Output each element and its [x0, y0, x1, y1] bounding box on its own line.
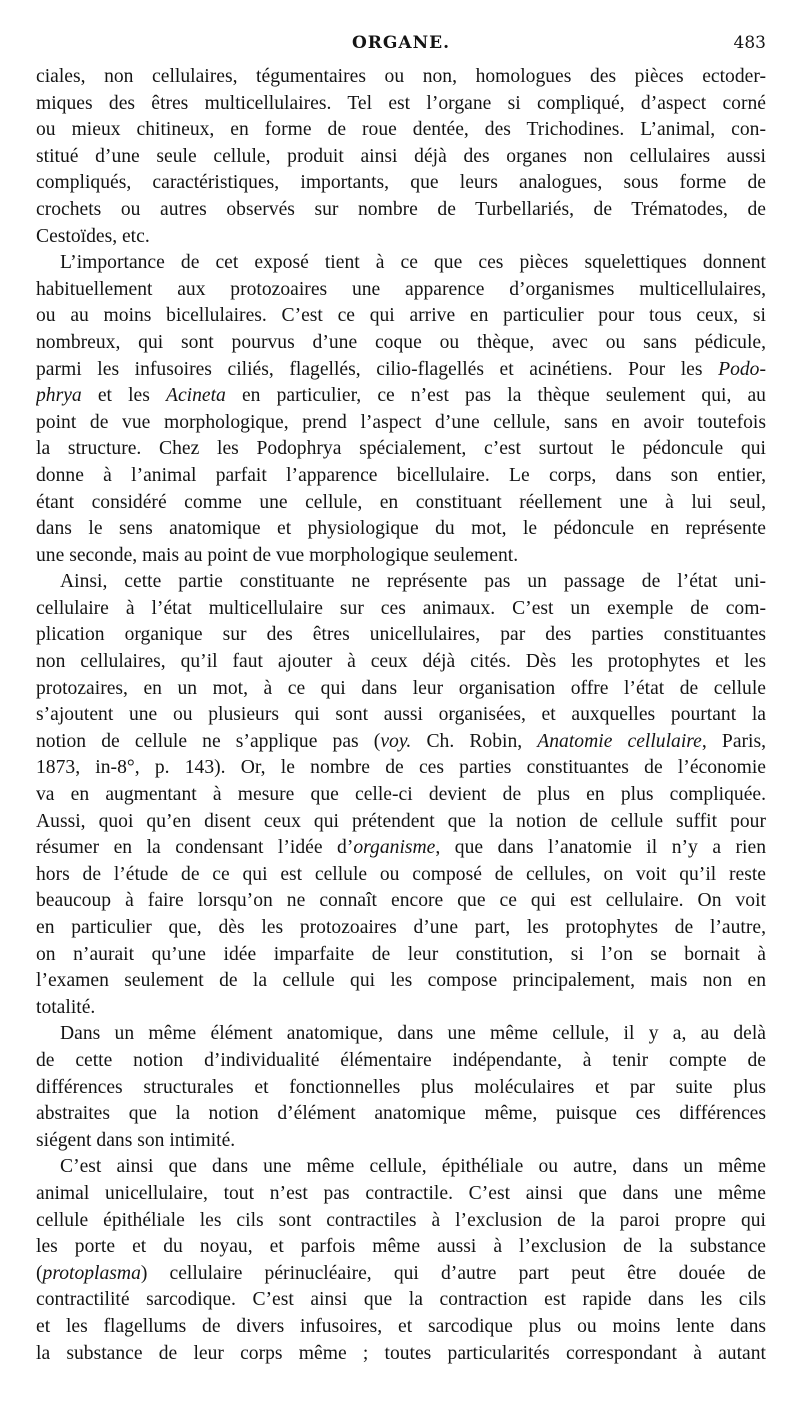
text-line: une seconde, mais au point de vue morphologique seulement.	[36, 544, 519, 566]
text-line: compliqués, caractéristiques, importants, que leurs analogues, sous forme de	[36, 172, 766, 194]
paragraph-1	[36, 64, 766, 250]
paragraph-5	[36, 1154, 766, 1367]
text-line: va en augmentant à mesure que celle-ci devient de plus en plus compliquée.	[36, 784, 766, 806]
italic-term: voy.	[380, 730, 412, 752]
text-line	[36, 729, 766, 756]
text-line: la structure. Chez les Podophrya spécialement, c’est surtout le pédoncule qui	[36, 438, 766, 460]
text-line: totalité.	[36, 996, 96, 1018]
text-line: contractilité sarcodique. C’est ainsi que la contraction est rapide dans les cils	[36, 1289, 766, 1311]
text-line: point de vue morphologique, prend l’aspect d’une cellule, sans en avoir toutefois	[36, 411, 766, 433]
text-segment: et les	[97, 385, 150, 407]
text-segment: ) cellulaire périnucléaire, qui d’autre part peut être douée de	[140, 1262, 766, 1284]
italic-term: phrya	[36, 385, 82, 407]
text-line: (protoplasma) cellulaire périnucléaire, qui d’autre part peut être douée de	[36, 1262, 766, 1284]
text-line: ou mieux chitineux, en forme de roue dentée, des Trichodines. L’animal, con-	[36, 119, 766, 141]
text-line: ciales, non cellulaires, tégumentaires ou non, homologues des pièces ectoder-	[36, 66, 766, 87]
text-line: 1873, in-8°, p. 143). Or, le nombre de ces parties constituantes de l’économie	[36, 757, 766, 779]
text-line: s’ajoutent une ou plusieurs qui sont aussi organisées, et auxquelles pourtant la	[36, 704, 766, 726]
text-line: on n’aurait qu’une idée imparfaite de leur constitution, si l’on se bornait à	[36, 943, 766, 965]
text-line: L’importance de cet exposé tient à ce que ces pièces squelettiques donnent	[60, 252, 766, 274]
text-line: Ainsi, cette partie constituante ne représente pas un passage de l’état uni-	[60, 571, 766, 593]
italic-term: protoplasma	[42, 1262, 141, 1284]
text-line: dans le sens anatomique et physiologique du mot, le pédoncule en représente	[36, 518, 766, 540]
running-title: ORGANE.	[351, 33, 451, 53]
text-line: et les flagellums de divers infusoires, et sarcodique plus ou moins lente dans	[36, 1315, 766, 1337]
text-line: beaucoup à faire lorsqu’on ne connaît encore que ce qui est cellulaire. On voit	[36, 890, 766, 912]
text-line: donne à l’animal parfait l’apparence bicellulaire. Le corps, dans son entier,	[36, 464, 766, 486]
text-line: non cellulaires, qu’il faut ajouter à ceux déjà cités. Dès les protophytes et les	[36, 651, 766, 673]
italic-title: Anatomie cellulaire	[537, 730, 702, 752]
text-line: différences structurales et fonctionnelles plus moléculaires et par suite plus	[36, 1076, 766, 1098]
text-line: cellule épithéliale les cils sont contractiles à l’exclusion de la paroi propre qui	[36, 1209, 766, 1231]
text-line: les porte et du noyau, et parfois même aussi à l’exclusion de la substance	[36, 1236, 766, 1258]
text-line: en particulier que, dès les protozoaires d’une part, les protophytes de l’autre,	[36, 917, 766, 938]
text-line: plication organique sur des êtres unicellulaires, par des parties constituantes	[36, 624, 766, 646]
text-line: animal unicellulaire, tout n’est pas contractile. C’est ainsi que dans une même	[36, 1182, 766, 1204]
text-line: siégent dans son intimité.	[36, 1129, 236, 1151]
text-line: habituellement aux protozoaires une apparence d’organismes multicellulaires,	[36, 278, 766, 300]
text-segment: , que dans l’anatomie il n’y a rien	[435, 837, 766, 859]
text-segment: en particulier, ce n’est pas la thèque seulement qui, au	[241, 385, 766, 407]
text-line: crochets ou autres observés sur nombre de Turbellariés, de Trématodes, de	[36, 198, 766, 220]
text-line: cellulaire à l’état multicellulaire sur ces animaux. C’est un exemple de com-	[36, 597, 766, 619]
text-line: protozaires, en un mot, à ce qui dans leur organisation offre l’état de cellule	[36, 677, 766, 699]
text-line: abstraites que la notion d’élément anatomique même, puisque ces différences	[36, 1103, 766, 1125]
paragraph-4	[36, 1021, 766, 1154]
paragraph-2	[36, 250, 766, 569]
text-segment: Ch. Robin,	[411, 730, 538, 752]
italic-term: organisme	[353, 837, 436, 859]
running-head	[36, 32, 766, 54]
italic-term: Podo-	[718, 358, 766, 380]
text-line: Cestoïdes, etc.	[36, 225, 150, 247]
italic-term: Acineta	[166, 385, 226, 407]
text-line: étant considéré comme une cellule, en constituant réellement une à lui seul,	[36, 491, 766, 513]
text-line: de cette notion d’individualité élémentaire indépendante, à tenir compte de	[36, 1049, 766, 1071]
text-segment: résumer en la condensant l’idée d’	[36, 837, 354, 859]
text-line: hors de l’étude de ce qui est cellule ou composé de cellules, on voit qu’il reste	[36, 863, 766, 885]
body-text	[36, 64, 766, 1367]
text-line	[36, 357, 766, 384]
page-number: 483	[733, 33, 766, 53]
text-line: la substance de leur corps même ; toutes particularités correspondant à autant	[36, 1342, 766, 1364]
text-line	[36, 383, 766, 410]
text-line: Aussi, quoi qu’en disent ceux qui prétendent que la notion de cellule suffit pour	[36, 810, 766, 832]
paragraph-3	[36, 569, 766, 1021]
text-line: ou au moins bicellulaires. C’est ce qui arrive en particulier pour tous ceux, si	[36, 305, 766, 327]
text-line: nombreux, qui sont pourvus d’une coque ou thèque, avec ou sans pédicule,	[36, 331, 766, 353]
text-line: l’examen seulement de la cellule qui les compose principalement, mais non en	[36, 970, 766, 992]
text-segment: notion de cellule ne s’applique pas (	[36, 730, 381, 752]
text-line: stitué d’une seule cellule, produit ainsi déjà des organes non cellulaires aussi	[36, 145, 766, 167]
text-line: C’est ainsi que dans une même cellule, épithéliale ou autre, dans un même	[60, 1156, 766, 1178]
text-segment: , Paris,	[701, 730, 766, 752]
text-segment: parmi les infusoires ciliés, flagellés, cilio-flagellés et acinétiens. Pour les	[36, 358, 703, 380]
text-line	[36, 835, 766, 862]
text-line: Dans un même élément anatomique, dans une même cellule, il y a, au delà	[60, 1023, 766, 1045]
text-line: miques des êtres multicellulaires. Tel est l’organe si compliqué, d’aspect corné	[36, 92, 766, 114]
